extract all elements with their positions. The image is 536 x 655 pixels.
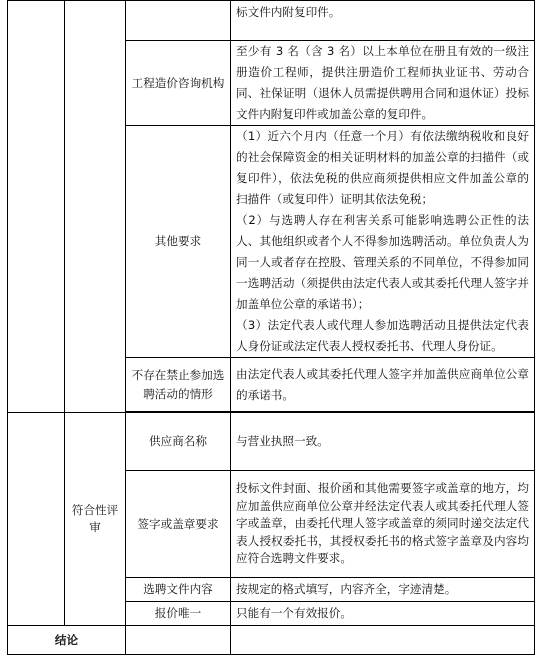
table-row (8, 626, 535, 655)
blank-cell (8, 413, 65, 626)
requirement-text: 至少有 3 名（含 3 名）以上本单位在册且有效的一级注册造价工程师，提供注册造价工程师执业证书、劳动合同、社保证明（退休人员需提供聘用合同和退休证）投标文件内附复印件或加盖公章的复印件。 (231, 41, 535, 126)
requirement-item: （1）近六个月内（任意一个月）有依法缴纳税收和良好的社会保障资金的相关证明材料的加盖公章的扫描件（或复印件），依法免税的供应商须提供相应文件加盖公章的扫描件（或复印件）证明其依法免税； (236, 129, 529, 206)
blank-cell (8, 1, 65, 413)
blank-cell (126, 626, 231, 655)
compliance-group-label: 符合性评审 (65, 413, 126, 626)
row-label: 工程造价咨询机构 (126, 41, 231, 126)
requirement-text: 与营业执照一致。 (231, 413, 535, 471)
requirement-text: 由法定代表人或其委托代理人签字并加盖供应商单位公章的承诺书。 (231, 358, 535, 412)
requirement-item: （3）法定代表人或代理人参加选聘活动且提供法定代表人身份证或法定代表人授权委托书、代理人身份证。 (236, 318, 529, 353)
row-label: 签字或盖章要求 (126, 471, 231, 578)
row-label: 报价唯一 (126, 602, 231, 626)
evaluation-table (7, 0, 535, 655)
conclusion-label: 结论 (8, 626, 126, 655)
blank-cell (126, 1, 231, 41)
requirement-text: 按规定的格式填写，内容齐全，字迹清楚。 (231, 578, 535, 602)
requirement-list (231, 126, 535, 358)
row-label: 供应商名称 (126, 413, 231, 471)
requirement-text: 投标文件封面、报价函和其他需要签字或盖章的地方，均应加盖供应商单位公章并经法定代表人或其委托代理人签字或盖章，由委托代理人签字或盖章的须同时递交法定代表人授权委托书，其授权委托书的格式签字盖章及内容均应符合选聘文件要求。 (231, 471, 535, 578)
row-label: 选聘文件内容 (126, 578, 231, 602)
row-label: 其他要求 (126, 126, 231, 358)
table-row (8, 413, 535, 471)
table-row (8, 1, 535, 41)
requirement-text: 只能有一个有效报价。 (231, 602, 535, 626)
blank-cell (231, 626, 535, 655)
requirement-item: （2）与选聘人存在利害关系可能影响选聘公正性的法人、其他组织或者个人不得参加选聘活动。单位负责人为同一人或者存在控股、管理关系的不同单位，不得参加同一选聘活动（须提供由法定代表人或其委托代理人签字并加盖单位公章的承诺书）； (236, 213, 529, 311)
requirement-text: 标文件内附复印件。 (231, 1, 535, 41)
row-label: 不存在禁止参加选聘活动的情形 (126, 358, 231, 412)
blank-cell (65, 1, 126, 413)
